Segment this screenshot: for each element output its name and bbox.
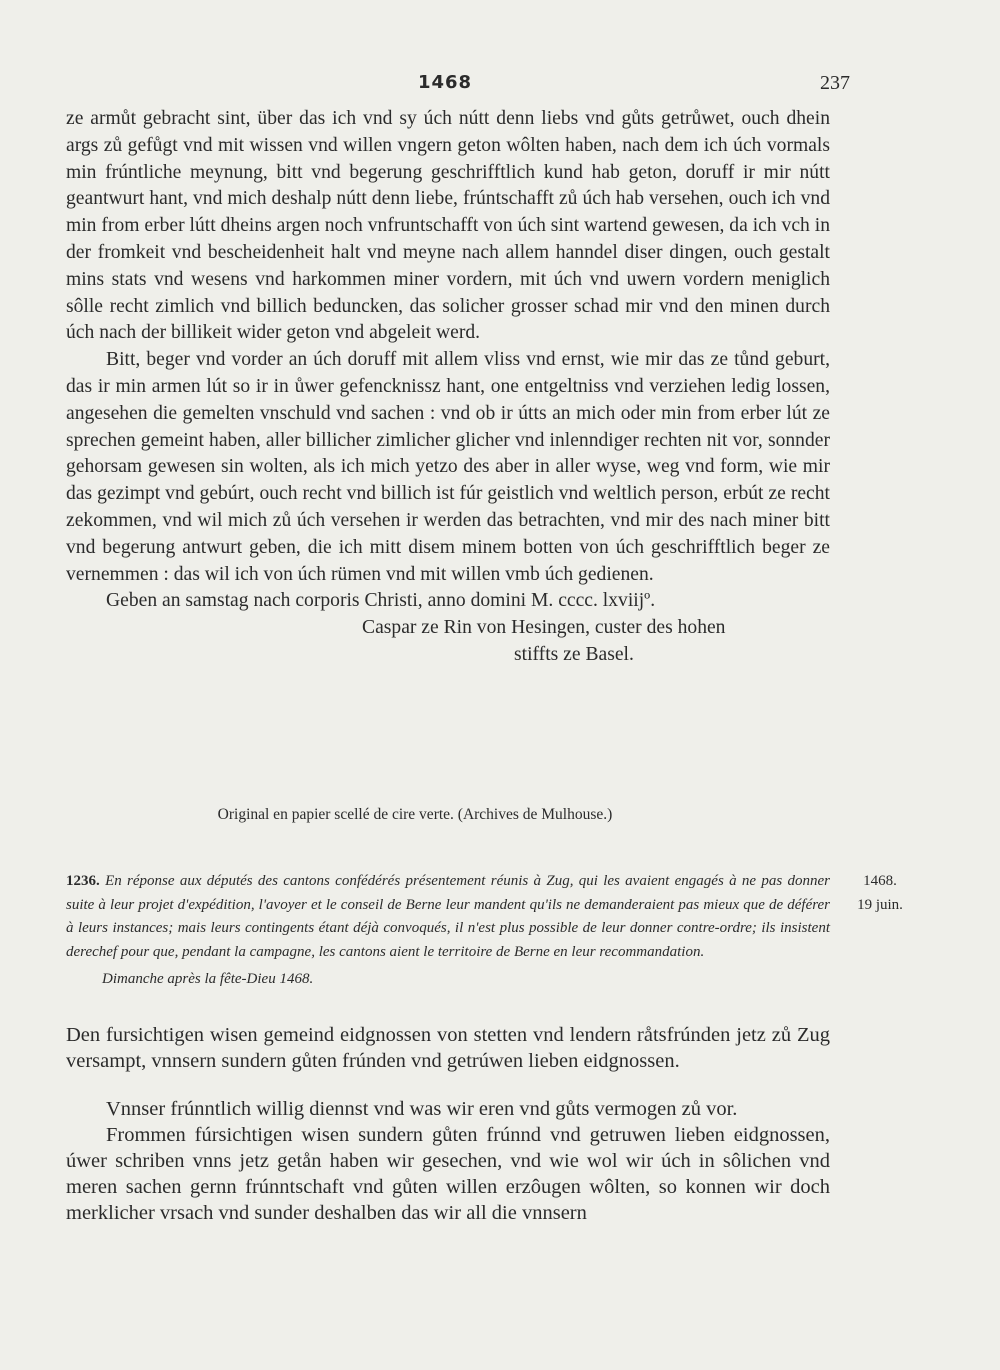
- date-line: Geben an samstag nach corporis Christi, anno domini M. cccc. lxviijº.: [106, 590, 656, 612]
- summary-text: En réponse aux députés des cantons confédérés présentement réunis à Zug, qui les avaient engagés à ne pas donner suite à leur projet d'expédition, l'avoyer et le conseil de Berne leur mandent qu'ils ne demanderaient pas mieux que de déférer à leurs instances; mais leurs contingents étant déjà convoqués, il n'est plus possible de leur donner contre-ordre; ils insistent derechef pour que, pendant la campagne, les cantons aient le territoire de Berne en leur recommandation.: [66, 873, 831, 960]
- paragraph: ze armůt gebracht sint, über das ich vnd sy úch nútt denn liebs vnd gůts getrůwet, ouch dhein args zů gefůgt vnd mit wissen vnd willen vngern geton wôlten haben, nach dem ich úch vormals min frúntliche meynung, bitt vnd begerung geschrifftlich kund hab geton, doruff ir mir nútt geantwurt hant, vnd mich deshalp nútt denn liebe, frúntschafft zů úch hab versehen, ouch ich vnd min from erber lútt dheins argen noch vnfruntschafft von úch sint wartend gewesen, da ich vch in der fromkeit vnd bescheidenheit halt vnd meyne nach allem hanndel diser dingen, ouch gestalt mins stats vnd wesens vnd harkommen miner vordern, mit úch vnd uwern vordern meniglich sôlle recht zimlich vnd billich beduncken, das solicher grosser schad mir vnd den minen durch úch nach der billikeit wider geton vnd abgeleit werd.: [66, 108, 830, 344]
- source-note: Original en papier scellé de cire verte. (Archives de Mulhouse.): [217, 806, 613, 823]
- document-number: 1236.: [66, 873, 100, 889]
- letter-text: [66, 1022, 830, 1226]
- paragraph: Bitt, beger vnd vorder an úch doruff mit allem vliss vnd ernst, wie mir das ze tůnd geburt, das ir min armen lút so ir in ůwer gefencknissz hant, one entgeltniss vnd verziehen ledig lossen, angesehen die gemelten vnschuld vnd sachen : vnd ob ir útts an mich oder min from erber lút ze sprechen gemeint haben, aller billicher zimlicher glicher vnd inlenndiger rechten nit vor, sonnder gehorsam gewesen sin wolten, als ich mich yetzo des aber in aller wyse, weg vnd form, wie mir das gezimpt vnd gebúrt, ouch recht vnd billich ist fúr geistlich vnd weltlich person, erbút ze recht zekommen, vnd wil mich zů úch versehen ir werden das betrachten, vnd mir des nach miner bitt vnd begerung antwurt geben, die ich mitt disem minem botten von úch geschrifftlich beger ze vernemmen : das wil ich von úch rümen vnd mit willen vmb úch gedienen.: [66, 349, 830, 585]
- signature-line: Caspar ze Rin von Hesingen, custer des hohen: [362, 617, 726, 639]
- document-summary: [66, 870, 830, 992]
- page-number: 237: [820, 72, 850, 94]
- paragraph: Frommen fúrsichtigen wisen sundern gůten frúnnd vnd getruwen lieben eidgnossen, úwer schriben vnns jetz getån haben wir gesechen, vnd wie wol wir úch in sôlichen vnd meren sachen gernn frúnntschaft vnd gůten willen erzôugen wôlten, so konnen wir doch merklicher vrsach vnd sunder deshalben das wir all die vnnsern: [66, 1124, 830, 1224]
- running-head-year: 1468: [417, 72, 473, 93]
- body-text: [66, 106, 830, 669]
- margin-date: 19 juin.: [857, 896, 903, 913]
- document-date: Dimanche après la fête-Dieu 1468.: [102, 971, 314, 987]
- margin-year: 1468.: [863, 873, 897, 889]
- greeting: Vnnser frúnntlich willig diennst vnd was wir eren vnd gůts vermogen zů vor.: [106, 1098, 738, 1120]
- signature-line: stiffts ze Basel.: [514, 643, 634, 665]
- margin-note: [845, 870, 915, 917]
- address: Den fursichtigen wisen gemeind eidgnossen von stetten vnd lendern råtsfrúnden jetz zů Zug versampt, vnnsern sundern gůten frúnden vnd getrúwen lieben eidgnossen.: [66, 1024, 830, 1072]
